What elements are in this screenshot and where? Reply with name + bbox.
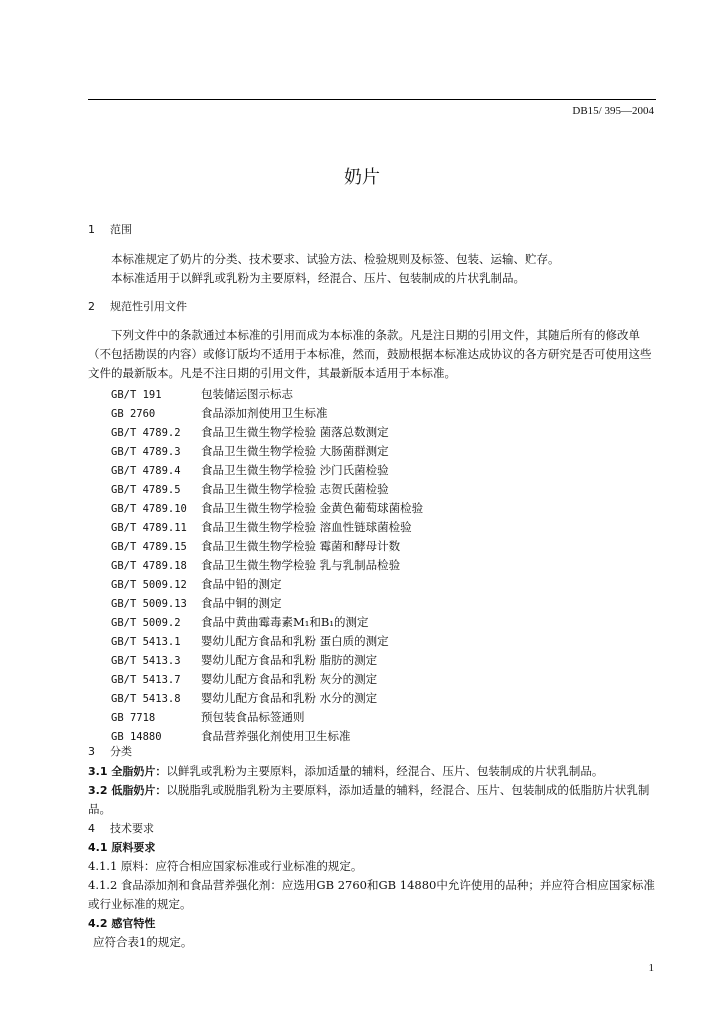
section-title: 技术要求 <box>110 822 154 835</box>
section-title: 规范性引用文件 <box>110 300 187 313</box>
reference-code: GB/T 4789.2 <box>111 427 181 439</box>
reference-title: 食品卫生微生物学检验 沙门氏菌检验 <box>201 463 389 477</box>
reference-code: GB/T 5009.13 <box>111 598 187 610</box>
clause-label: 3.1 全脂奶片： <box>88 765 167 778</box>
clause-label: 3.2 低脂奶片： <box>88 784 167 797</box>
reference-row <box>111 537 423 556</box>
reference-title: 婴幼儿配方食品和乳粉 水分的测定 <box>201 691 378 705</box>
reference-code: GB 7718 <box>111 712 156 724</box>
reference-row <box>111 613 423 632</box>
reference-title: 食品中黄曲霉毒素M₁和B₁的测定 <box>201 615 369 629</box>
section-1-paragraph-1: 本标准规定了奶片的分类、技术要求、试验方法、检验规则及标签、包装、运输、贮存。 <box>111 252 560 266</box>
section-number: 2 <box>88 300 95 313</box>
clause-4-2-paragraph: 应符合表1的规定。 <box>93 935 193 949</box>
reference-title: 婴幼儿配方食品和乳粉 脂肪的测定 <box>201 653 378 667</box>
clause-4-2: 4.2 感官特性 <box>88 917 156 930</box>
reference-title: 预包装食品标签通则 <box>201 710 305 724</box>
reference-row <box>111 385 423 404</box>
reference-title: 食品卫生微生物学检验 乳与乳制品检验 <box>201 558 401 572</box>
reference-code: GB/T 5413.3 <box>111 655 181 667</box>
reference-title: 食品中铅的测定 <box>201 577 282 591</box>
section-4-heading <box>88 819 154 838</box>
reference-row <box>111 727 423 746</box>
section-title: 分类 <box>110 745 132 758</box>
section-number: 4 <box>88 822 95 835</box>
reference-title: 婴幼儿配方食品和乳粉 蛋白质的测定 <box>201 634 389 648</box>
reference-title: 食品中铜的测定 <box>201 596 282 610</box>
reference-code: GB 14880 <box>111 731 162 743</box>
clause-3-2 <box>88 781 658 819</box>
clause-4-1: 4.1 原料要求 <box>88 841 156 854</box>
section-1-heading <box>88 220 132 239</box>
reference-title: 食品添加剂使用卫生标准 <box>201 406 328 420</box>
clause-4-1-2: 4.1.2 食品添加剂和食品营养强化剂：应选用GB 2760和GB 14880中允许使用的品种；并应符合相应国家标准或行业标准的规定。 <box>88 878 655 911</box>
reference-code: GB/T 5009.12 <box>111 579 187 591</box>
reference-code: GB/T 5009.2 <box>111 617 181 629</box>
reference-title: 食品营养强化剂使用卫生标准 <box>201 729 351 743</box>
reference-code: GB/T 5413.7 <box>111 674 181 686</box>
reference-row <box>111 708 423 727</box>
reference-title: 婴幼儿配方食品和乳粉 灰分的测定 <box>201 672 378 686</box>
reference-row <box>111 670 423 689</box>
section-2-heading <box>88 297 187 316</box>
reference-row <box>111 461 423 480</box>
clause-text: 以鲜乳或乳粉为主要原料，添加适量的辅料，经混合、压片、包装制成的片状乳制品。 <box>166 764 604 778</box>
reference-row <box>111 651 423 670</box>
reference-code: GB/T 4789.15 <box>111 541 187 553</box>
reference-title: 食品卫生微生物学检验 溶血性链球菌检验 <box>201 520 412 534</box>
clause-text: 以脱脂乳或脱脂乳粉为主要原料，添加适量的辅料，经混合、压片、包装制成的低脂肪片状乳制品。 <box>88 783 650 816</box>
reference-title: 食品卫生微生物学检验 大肠菌群测定 <box>201 444 389 458</box>
page-title: 奶片 <box>344 167 380 188</box>
reference-title: 包装储运图示标志 <box>201 387 293 401</box>
reference-row <box>111 575 423 594</box>
reference-row <box>111 689 423 708</box>
reference-row <box>111 442 423 461</box>
reference-code: GB/T 4789.11 <box>111 522 187 534</box>
reference-row <box>111 518 423 537</box>
normative-reference-list <box>111 385 423 746</box>
reference-code: GB/T 5413.8 <box>111 693 181 705</box>
reference-code: GB/T 4789.18 <box>111 560 187 572</box>
reference-code: GB/T 5413.1 <box>111 636 181 648</box>
reference-code: GB/T 4789.10 <box>111 503 187 515</box>
clause-4-1-1: 4.1.1 原料：应符合相应国家标准或行业标准的规定。 <box>88 859 363 873</box>
page-number: 1 <box>648 962 654 974</box>
section-3-heading <box>88 742 132 761</box>
reference-row <box>111 480 423 499</box>
reference-row <box>111 594 423 613</box>
header-rule <box>88 99 656 100</box>
reference-title: 食品卫生微生物学检验 菌落总数测定 <box>201 425 389 439</box>
reference-title: 食品卫生微生物学检验 霉菌和酵母计数 <box>201 539 401 553</box>
reference-row <box>111 556 423 575</box>
section-2-paragraph: 下列文件中的条款通过本标准的引用而成为本标准的条款。凡是注日期的引用文件，其随后所有的修改单（不包括勘误的内容）或修订版均不适用于本标准，然而，鼓励根据本标准达成协议的各方研究是否可使用这些文件的最新版本。凡是不注日期的引用文件，其最新版本适用于本标准。 <box>88 328 652 380</box>
reference-row <box>111 404 423 423</box>
section-number: 3 <box>88 745 95 758</box>
reference-code: GB/T 4789.4 <box>111 465 181 477</box>
document-number: DB15/ 395—2004 <box>572 105 654 117</box>
reference-row <box>111 423 423 442</box>
reference-row <box>111 632 423 651</box>
reference-code: GB/T 4789.3 <box>111 446 181 458</box>
section-number: 1 <box>88 223 95 236</box>
reference-row <box>111 499 423 518</box>
reference-code: GB/T 191 <box>111 389 162 401</box>
clause-3-1 <box>88 762 663 781</box>
section-1-paragraph-2: 本标准适用于以鲜乳或乳粉为主要原料，经混合、压片、包装制成的片状乳制品。 <box>111 271 525 285</box>
reference-title: 食品卫生微生物学检验 金黄色葡萄球菌检验 <box>201 501 424 515</box>
section-title: 范围 <box>110 223 132 236</box>
reference-title: 食品卫生微生物学检验 志贺氏菌检验 <box>201 482 389 496</box>
reference-code: GB 2760 <box>111 408 156 420</box>
reference-code: GB/T 4789.5 <box>111 484 181 496</box>
